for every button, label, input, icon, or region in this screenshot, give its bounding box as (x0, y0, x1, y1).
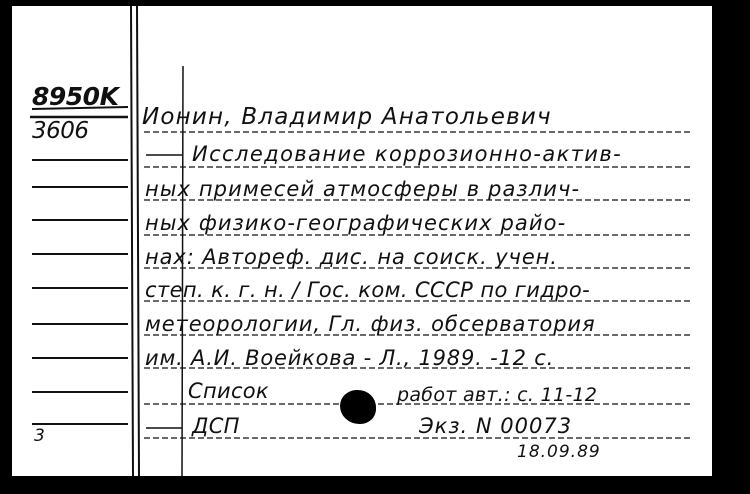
call-number: 8950K (32, 82, 119, 111)
ink-blot (340, 390, 376, 424)
shelf-number: 3606 (32, 118, 89, 144)
accession-date: 18.09.89 (517, 442, 601, 462)
title-line-4: нах: Автореф. дис. на соиск. учен. (145, 245, 558, 269)
title-line-2: ных примесей атмосферы в различ- (145, 177, 581, 201)
margin-mark: 3 (34, 426, 45, 446)
bibliography-text: работ авт.: с. 11-12 (397, 384, 598, 406)
title-line-6: метеорологии, Гл. физ. обсерватория (145, 312, 596, 336)
bibliography-label: Список (188, 379, 269, 403)
title-line-5: степ. к. г. н. / Гос. ком. СССР по гидро- (145, 278, 591, 302)
title-line-1: Исследование коррозионно-актив- (192, 142, 623, 166)
restriction-mark: ДСП (192, 414, 240, 438)
author-heading: Ионин, Владимир Анатольевич (142, 104, 552, 130)
catalog-card (12, 6, 712, 476)
title-line-3: ных физико-географических райо- (145, 211, 567, 235)
copy-number: Экз. N 00073 (419, 414, 573, 438)
title-line-7: им. А.И. Воейкова - Л., 1989. -12 с. (145, 346, 555, 370)
